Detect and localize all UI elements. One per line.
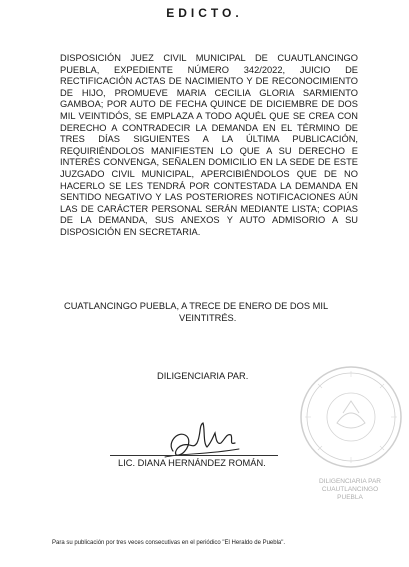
seal-caption-line-2: CUAUTLANCINGO <box>321 486 379 493</box>
official-seal-icon <box>297 363 405 471</box>
document-title: EDICTO. <box>166 6 243 20</box>
seal-caption-line-3: PUEBLA <box>337 494 363 501</box>
publication-note: Para su publicación por tres veces consecutivas en el periódico "El Heraldo de Puebla". <box>52 540 286 546</box>
date-line-2: VEINTITRÉS. <box>179 313 237 323</box>
signer-name: LIC. DIANA HERNÁNDEZ ROMÁN. <box>118 458 266 468</box>
edict-body: DISPOSICIÓN JUEZ CIVIL MUNICIPAL DE CUAUTLANCINGO PUEBLA, EXPEDIENTE NÚMERO 342/2022, JUICIO DE RECTIFICACIÓN ACTAS DE NACIMIENTO Y DE RECONOCIMIENTO DE HIJO, PROMUEVE MARIA CECILIA GLORIA SARMIENTO GAMBOA; POR AUTO DE FECHA QUINCE DE DICIEMBRE DE DOS MIL VEINTIDÓS, SE EMPLAZA A TODO AQUÉL QUE SE CREA CON DERECHO A CONTRADECIR LA DEMANDA EN EL TÉRMINO DE TRES DÍAS SIGUIENTES A LA ÚLTIMA PUBLICACIÓN, REQUIRIÉNDOLOS MANIFIESTEN LO QUE A SU DERECHO E INTERÉS CONVENGA, SEÑALEN DOMICILIO EN LA SEDE DE ESTE JUZGADO CIVIL MUNICIPAL, APERCIBIÉNDOLOS QUE DE NO HACERLO SE LES TENDRÁ POR CONTESTADA LA DEMANDA EN SENTIDO NEGATIVO Y LAS POSTERIORES NOTIFICACIONES AÚN LAS DE CARÁCTER PERSONAL SERÁN MEDIANTE LISTA; COPIAS DE LA DEMANDA, SUS ANEXOS Y AUTO ADMISORIO A SU DISPOSICIÓN EN SECRETARIA. <box>60 53 358 237</box>
signature-line <box>110 455 278 456</box>
date-line-1: CUATLANCINGO PUEBLA, A TRECE DE ENERO DE DOS MIL <box>64 301 329 311</box>
office-title: DILIGENCIARIA PAR. <box>157 371 249 381</box>
seal-caption-line-1: DILIGENCIARIA PAR <box>318 478 381 485</box>
seal-caption <box>296 478 404 502</box>
date-place-line <box>64 300 364 324</box>
